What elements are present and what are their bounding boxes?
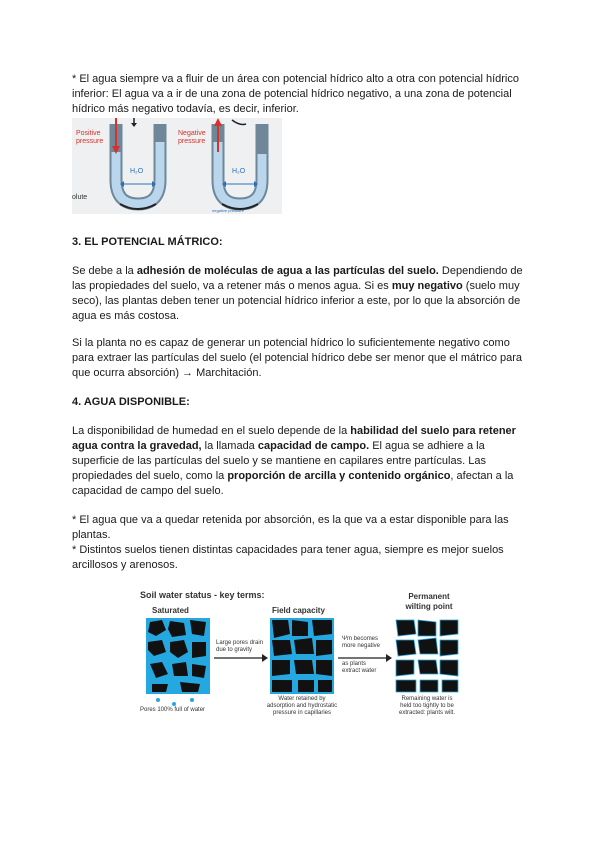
intro-line: hídrico más negativo todavía, es decir, inferior. [72, 103, 299, 115]
intro-line: * El agua siempre va a fluir de un área con potencial hídrico alto a otra con potencial hídrico [72, 73, 519, 85]
negative-pressure-label: Negative pressure [178, 130, 206, 145]
soil-water-status-figure [140, 588, 470, 716]
small-caption: negative pressure [212, 208, 244, 213]
section-4-note-1: * El agua que va a quedar retenida por absorción, es la que va a estar disponible para las plantas. [72, 514, 509, 541]
fig2-title: Soil water status - key terms: [140, 590, 265, 600]
saturated-label: Saturated [152, 606, 189, 615]
extract-caption-top: Ψm becomes more negative [342, 636, 381, 649]
positive-pressure-label: Positive pressure [76, 130, 104, 145]
intro-paragraph [72, 72, 528, 117]
extract-caption-bottom: as plants extract water [342, 661, 377, 674]
drain-caption: Large pores drain due to gravity [216, 640, 264, 653]
section-3-paragraph-2: Si la planta no es capaz de generar un potencial hídrico lo suficientemente negativo como para extraer las partículas del suelo (el potencial hídrico debe ser menor que el mátrico para que ocurra absorción) → Marchitación. [72, 337, 523, 379]
saturated-caption: Pores 100% full of water [140, 707, 206, 713]
u-tube-pressure-figure [72, 118, 282, 214]
wilting-caption: Remaining water is held too tightly to be extracted: plants wilt. [398, 696, 456, 716]
section-3-title: 3. EL POTENCIAL MÁTRICO: [72, 236, 223, 248]
section-4-note-2: * Distintos suelos tienen distintas capacidades para tener agua, siempre es mejor suelos arcillosos y arenosos. [72, 544, 504, 571]
section-4-title: 4. AGUA DISPONIBLE: [72, 396, 190, 408]
solute-label: olute [72, 194, 88, 201]
h2o-label-right: H₂O [232, 168, 246, 175]
section-3-paragraph-1: Se debe a la adhesión de moléculas de agua a las partículas del suelo. Dependiendo de las propiedades del suelo, va a retener más o menos agua. Si es muy negativo (suelo muy seco), las plantas deben tener un potencial hídrico inferior a este, por lo que la absorción de agua es más costosa. [72, 265, 523, 322]
field-capacity-label: Field capacity [272, 606, 325, 615]
section-4-paragraph-1: La disponibilidad de humedad en el suelo depende de la habilidad del suelo para retener agua contra la gravedad, la llamada capacidad de campo. El agua se adhiere a la superficie de las partículas del suelo y se mantiene en capilares entre partículas. Las propiedades del suelo, como la proporción de arcilla y contenido orgánico, afectan a la capacidad de campo del suelo. [72, 425, 516, 497]
h2o-label-left: H₂O [130, 168, 144, 175]
intro-line: inferior: El agua va a ir de una zona de potencial hídrico negativo, a una zona de potencial [72, 88, 512, 100]
permanent-wilting-label: Permanent wilting point [405, 592, 453, 611]
field-capacity-caption: Water retained by adsorption and hydrostatic pressure in capillaries [266, 696, 338, 716]
